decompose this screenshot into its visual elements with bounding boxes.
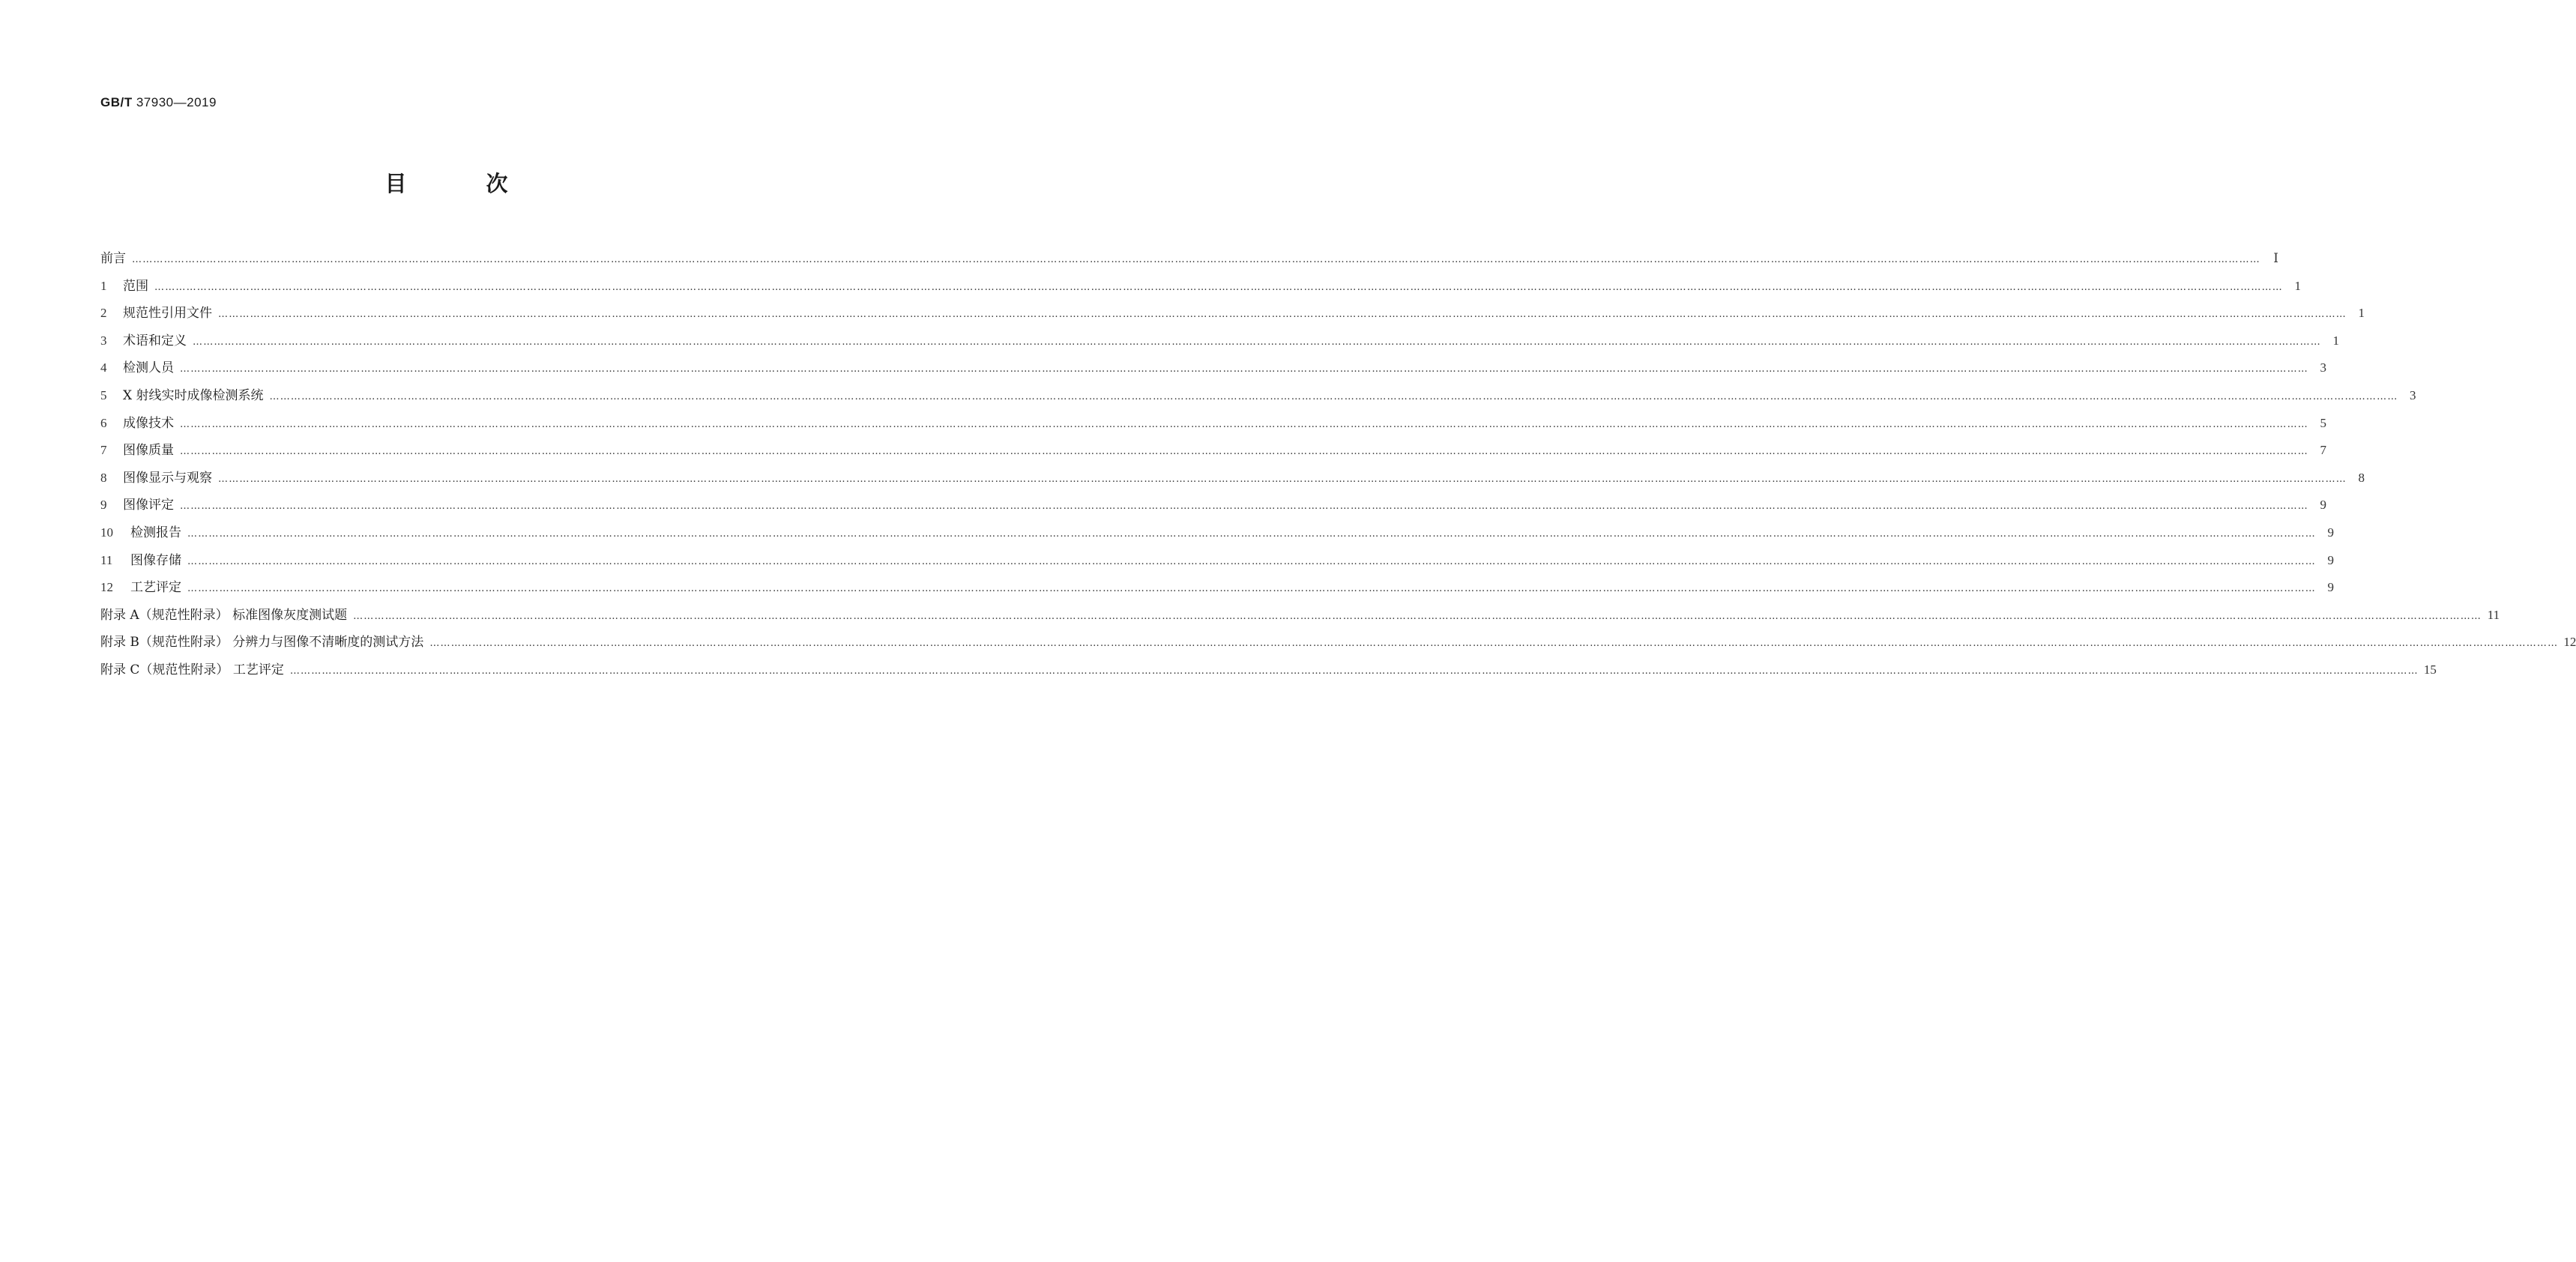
toc-entry[interactable] — [100, 245, 2278, 273]
toc-entry-text: 成像技术 — [123, 415, 174, 431]
toc-leader-dots: …………………………………………………………………………………………………………………………………………………………………………………………………………………………………………………………………………………………………………………………………………………………………………………………………………………………………………………………………………………………………………………………………………………… — [429, 638, 2559, 650]
toc-entry-label — [100, 327, 187, 355]
toc-entry-label — [100, 574, 181, 602]
toc-leader-dots: …………………………………………………………………………………………………………………………………………………………………………………………………………………………………………………………………………………………………………………………………………………………………………………………………………………………………………………………………………………………………………………………………………………… — [154, 281, 2283, 293]
toc-leader-dots: …………………………………………………………………………………………………………………………………………………………………………………………………………………………………………………………………………………………………………………………………………………………………………………………………………………………………………………………………………………………………………………………………………………… — [353, 610, 2482, 622]
toc-leader-dots: …………………………………………………………………………………………………………………………………………………………………………………………………………………………………………………………………………………………………………………………………………………………………………………………………………………………………………………………………………………………………………………………………………………… — [180, 501, 2308, 513]
toc-entry-page: 3 — [2320, 360, 2326, 375]
toc-entry-label — [100, 273, 148, 301]
toc-entry-page: 15 — [2423, 662, 2437, 677]
toc-entry-page: 9 — [2320, 498, 2326, 513]
toc-entry-page: 12 — [2563, 635, 2576, 650]
toc-entry-text: 工艺评定 — [130, 580, 181, 596]
toc-entry-number: 12 — [100, 580, 113, 595]
toc-entry-page: 1 — [2332, 333, 2339, 348]
toc-entry[interactable] — [100, 354, 2326, 382]
toc-entry[interactable] — [100, 656, 2437, 684]
toc-entry-text: 附录 C（规范性附录） 工艺评定 — [100, 662, 284, 677]
toc-entry-page: 5 — [2320, 415, 2326, 430]
standard-code: 37930—2019 — [136, 95, 217, 109]
toc-entry-page: 11 — [2487, 607, 2500, 622]
toc-leader-dots: …………………………………………………………………………………………………………………………………………………………………………………………………………………………………………………………………………………………………………………………………………………………………………………………………………………………………………………………………………………………………………………………………………………… — [193, 336, 2321, 348]
toc-entry-label — [100, 465, 212, 492]
toc-entry-page: 8 — [2358, 470, 2365, 485]
toc-entry-label — [100, 602, 347, 630]
toc-leader-dots: …………………………………………………………………………………………………………………………………………………………………………………………………………………………………………………………………………………………………………………………………………………………………………………………………………………………………………………………………………………………………………………………………………………… — [180, 363, 2308, 375]
toc-entry[interactable] — [100, 273, 2301, 301]
toc-entry-page: 9 — [2327, 552, 2334, 567]
toc-entry[interactable] — [100, 519, 2334, 547]
toc-entry-page: 9 — [2327, 580, 2334, 595]
toc-title: 目 次 — [384, 171, 544, 196]
toc-entry-text: 检测人员 — [123, 360, 174, 376]
toc-entry-text: 范围 — [123, 278, 148, 294]
toc-entry-text: 附录 A（规范性附录） 标准图像灰度测试题 — [100, 607, 348, 623]
toc-entry-text: X 射线实时成像检测系统 — [123, 387, 264, 403]
toc-entry[interactable] — [100, 574, 2334, 602]
toc-entry[interactable] — [100, 300, 2365, 327]
toc-entry-label — [100, 656, 284, 684]
toc-entry-text: 附录 B（规范性附录） 分辨力与图像不清晰度的测试方法 — [100, 635, 424, 650]
toc-entry-label — [100, 300, 212, 327]
toc-leader-dots: …………………………………………………………………………………………………………………………………………………………………………………………………………………………………………………………………………………………………………………………………………………………………………………………………………………………………………………………………………………………………………………………………………………… — [289, 665, 2419, 677]
toc-entry-number: 4 — [100, 360, 107, 375]
toc-entry-page: 1 — [2294, 278, 2301, 293]
toc-entry-number: 7 — [100, 443, 107, 458]
toc-entry-page: 9 — [2327, 525, 2334, 540]
toc-entry-number: 6 — [100, 415, 107, 430]
toc-entry-number: 3 — [100, 333, 107, 348]
toc-leader-dots: …………………………………………………………………………………………………………………………………………………………………………………………………………………………………………………………………………………………………………………………………………………………………………………………………………………………………………………………………………………………………………………………………………………… — [269, 390, 2398, 402]
standard-prefix: GB/T — [100, 95, 133, 109]
table-of-contents — [100, 245, 2576, 684]
toc-entry[interactable] — [100, 547, 2334, 575]
toc-entry-label — [100, 245, 126, 273]
toc-entry-text: 规范性引用文件 — [123, 306, 212, 321]
toc-leader-dots: …………………………………………………………………………………………………………………………………………………………………………………………………………………………………………………………………………………………………………………………………………………………………………………………………………………………………………………………………………………………………………………………………………………… — [187, 583, 2316, 595]
toc-entry-number: 11 — [100, 552, 113, 567]
toc-entry-number: 1 — [100, 278, 107, 293]
toc-entry[interactable] — [100, 327, 2339, 355]
toc-leader-dots: …………………………………………………………………………………………………………………………………………………………………………………………………………………………………………………………………………………………………………………………………………………………………………………………………………………………………………………………………………………………………………………………………………………… — [180, 446, 2308, 458]
toc-entry[interactable] — [100, 382, 2416, 410]
toc-entry-text: 图像存储 — [130, 552, 181, 568]
toc-entry-number: 8 — [100, 470, 107, 485]
toc-entry-text: 图像显示与观察 — [123, 470, 212, 486]
toc-entry-number: 2 — [100, 306, 107, 321]
toc-entry-label — [100, 437, 174, 465]
toc-entry-label — [100, 547, 181, 575]
toc-entry-label — [100, 354, 174, 382]
toc-entry-label — [100, 492, 174, 519]
toc-leader-dots: …………………………………………………………………………………………………………………………………………………………………………………………………………………………………………………………………………………………………………………………………………………………………………………………………………………………………………………………………………………………………………………………………………………… — [187, 528, 2316, 540]
toc-leader-dots: …………………………………………………………………………………………………………………………………………………………………………………………………………………………………………………………………………………………………………………………………………………………………………………………………………………………………………………………………………………………………………………………………………………… — [218, 473, 2347, 485]
toc-entry-number: 10 — [100, 525, 113, 540]
toc-entry-page: Ⅰ — [2273, 251, 2278, 265]
toc-entry-label — [100, 519, 181, 547]
toc-entry-label — [100, 382, 264, 410]
toc-entry-number: 5 — [100, 387, 107, 402]
toc-entry-text: 前言 — [100, 251, 126, 266]
toc-leader-dots: …………………………………………………………………………………………………………………………………………………………………………………………………………………………………………………………………………………………………………………………………………………………………………………………………………………………………………………………………………………………………………………………………………………… — [180, 418, 2308, 430]
toc-leader-dots: …………………………………………………………………………………………………………………………………………………………………………………………………………………………………………………………………………………………………………………………………………………………………………………………………………………………………………………………………………………………………………………………………………………… — [132, 254, 2260, 265]
toc-entry[interactable] — [100, 437, 2326, 465]
toc-entry[interactable] — [100, 410, 2326, 438]
toc-entry[interactable] — [100, 629, 2576, 656]
toc-entry[interactable] — [100, 602, 2500, 630]
toc-leader-dots: …………………………………………………………………………………………………………………………………………………………………………………………………………………………………………………………………………………………………………………………………………………………………………………………………………………………………………………………………………………………………………………………………………………… — [218, 309, 2347, 321]
toc-entry-label — [100, 629, 423, 656]
toc-entry-text: 术语和定义 — [123, 333, 187, 348]
toc-entry-page: 3 — [2410, 387, 2416, 402]
toc-entry[interactable] — [100, 465, 2365, 492]
toc-entry-text: 图像质量 — [123, 443, 174, 459]
toc-entry[interactable] — [100, 492, 2326, 519]
toc-entry-page: 7 — [2320, 443, 2326, 458]
toc-leader-dots: …………………………………………………………………………………………………………………………………………………………………………………………………………………………………………………………………………………………………………………………………………………………………………………………………………………………………………………………………………………………………………………………………………………… — [187, 555, 2316, 567]
toc-entry-label — [100, 410, 174, 438]
toc-entry-text: 检测报告 — [130, 525, 181, 540]
standard-number — [100, 95, 217, 110]
toc-entry-text: 图像评定 — [123, 498, 174, 513]
toc-entry-number: 9 — [100, 498, 107, 513]
toc-entry-page: 1 — [2358, 306, 2365, 321]
